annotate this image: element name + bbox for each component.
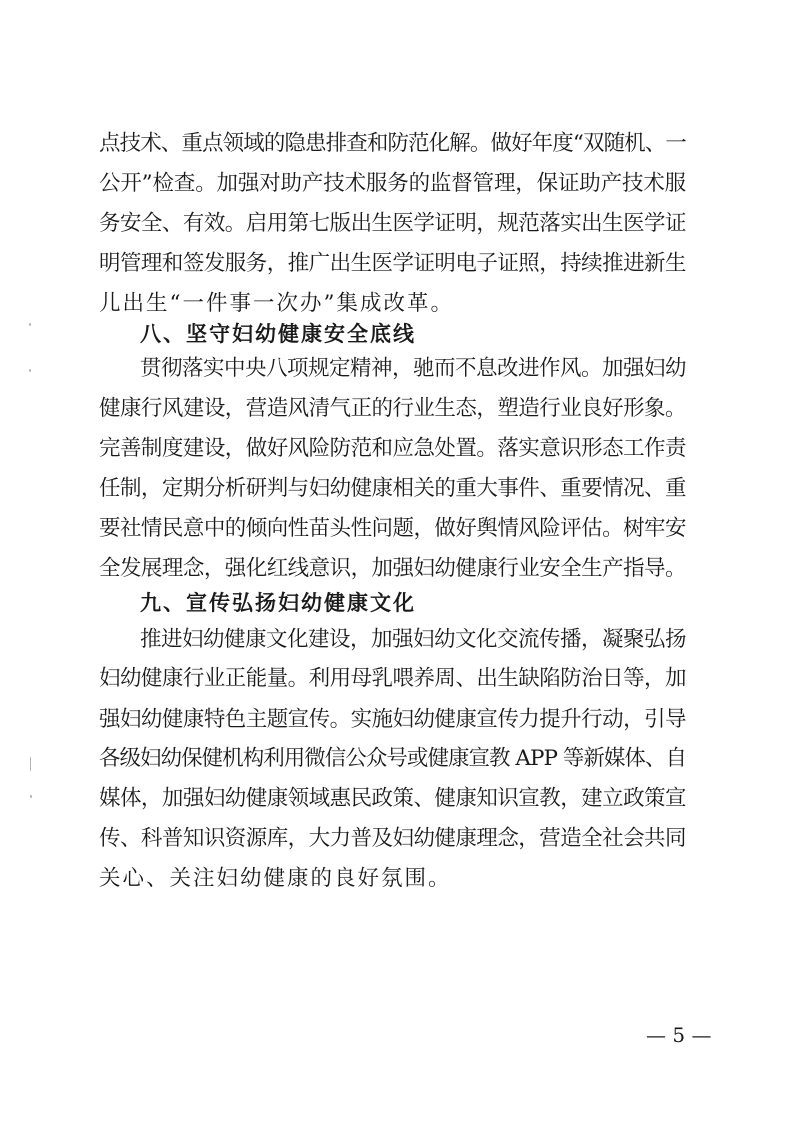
text-line: 务安全、有效。启用第七版出生医学证明，规范落实出生医学证 [99, 211, 686, 236]
text-line: 儿出生“一件事一次办”集成改革。 [99, 291, 454, 316]
page-number: — 5 — [646, 1023, 712, 1047]
scan-speck [30, 795, 32, 798]
scan-speck [30, 757, 31, 771]
text-line: 各级妇幼保健机构利用微信公众号或健康宣教 APP 等新媒体、自 [99, 746, 686, 771]
section-heading: 八、坚守妇幼健康安全底线 [140, 322, 416, 346]
text-line: 明管理和签发服务，推广出生医学证明电子证照，持续推进新生 [99, 251, 686, 276]
text-line: 关心、关注妇幼健康的良好氛围。 [99, 866, 452, 891]
text-line: 媒体，加强妇幼健康领域惠民政策、健康知识宣教，建立政策宣 [99, 786, 686, 811]
text-line: 要社情民意中的倾向性苗头性问题，做好舆情风险评估。树牢安 [99, 516, 686, 541]
text-line: 点技术、重点领域的隐患排查和防范化解。做好年度“双随机、一 [99, 131, 686, 156]
text-line: 公开”检查。加强对助产技术服务的监督管理，保证助产技术服 [99, 171, 686, 196]
scan-speck [29, 369, 31, 372]
text-line: 完善制度建设，做好风险防范和应急处置。落实意识形态工作责 [99, 436, 686, 461]
text-line: 传、科普知识资源库，大力普及妇幼健康理念，营造全社会共同 [99, 826, 686, 851]
text-line: 全发展理念，强化红线意识，加强妇幼健康行业安全生产指导。 [99, 556, 686, 581]
text-line: 推进妇幼健康文化建设，加强妇幼文化交流传播，凝聚弘扬 [140, 627, 686, 652]
text-line: 妇幼健康行业正能量。利用母乳喂养周、出生缺陷防治日等，加 [99, 666, 686, 691]
text-line: 强妇幼健康特色主题宣传。实施妇幼健康宣传力提升行动，引导 [99, 707, 686, 732]
section-heading: 九、宣传弘扬妇幼健康文化 [140, 591, 416, 615]
text-line: 任制，定期分析研判与妇幼健康相关的重大事件、重要情况、重 [99, 476, 686, 501]
text-line: 健康行风建设，营造风清气正的行业生态，塑造行业良好形象。 [99, 396, 686, 421]
scan-speck [29, 323, 31, 326]
text-line: 贯彻落实中央八项规定精神，驰而不息改进作风。加强妇幼 [140, 356, 686, 381]
